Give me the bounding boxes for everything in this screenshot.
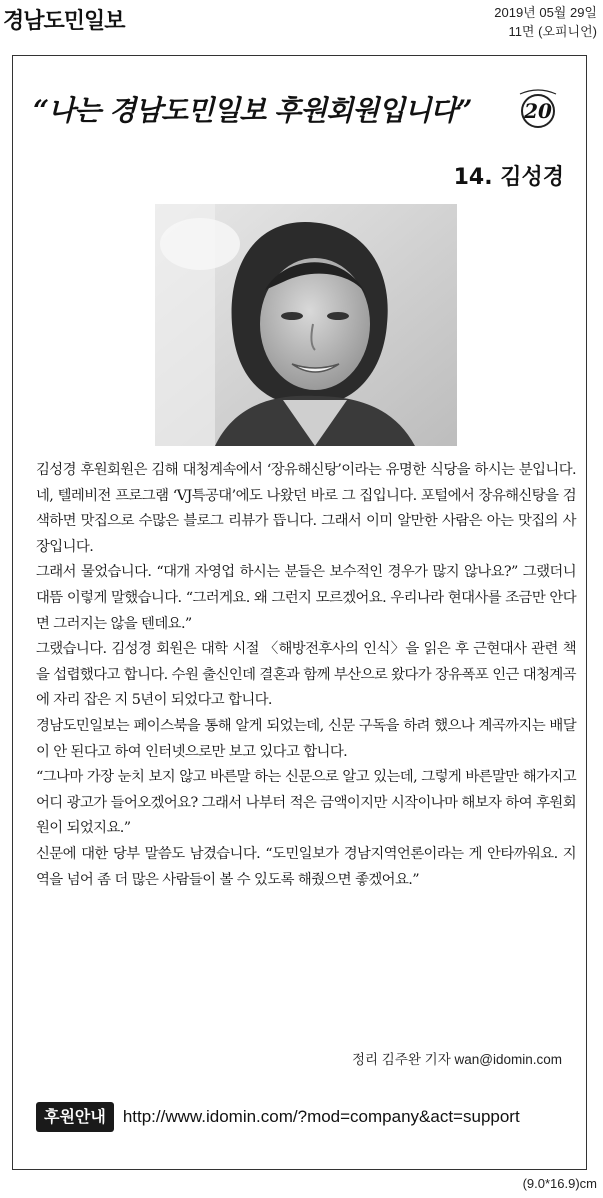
article-paragraph: 김성경 후원회원은 김해 대청계속에서 ‘장유해신탕’이라는 유명한 식당을 하시는 분입니다. 네, 텔레비전 프로그램 ‘VJ특공대’에도 나왔던 바로 그 집입니다. 포털에서 장유해신탕을 검색하면 맛집으로 수많은 블로그 리뷰가 뜹니다. 그래서 이미 알만한 사람은 아는 맛집의 사장입니다.	[36, 462, 576, 555]
portrait-photo-icon	[155, 204, 457, 446]
anniversary-emblem	[515, 84, 561, 130]
article-paragraph: “그나마 가장 눈치 보지 않고 바른말 하는 신문으로 알고 있는데, 그렇게 바른말만 해가지고 어디 광고가 들어오겠어요? 그래서 나부터 적은 금액이지만 시작이나마 해보자 하여 후원회원이 되었지요.”	[36, 769, 576, 837]
article-credit: 정리 김주완 기자 wan@idomin.com	[351, 1052, 562, 1067]
emblem-number: 20	[524, 99, 552, 123]
support-info	[36, 1101, 520, 1133]
page-section: 11면 (오피니언)	[508, 24, 597, 39]
member-photo	[155, 204, 457, 446]
emblem-icon	[515, 84, 561, 130]
member-name: 14. 김성경	[453, 165, 564, 190]
article-frame	[12, 55, 587, 1170]
support-badge: 후원안내	[36, 1102, 114, 1132]
newspaper-name: 경남도민일보	[3, 9, 125, 34]
masthead	[0, 0, 603, 44]
article-paragraph: 그래서 물었습니다. “대개 자영업 하시는 분들은 보수적인 경우가 많지 않나요?” 그랬더니 대뜸 이렇게 말했습니다. “그러게요. 왜 그런지 모르겠어요. 우리나라 현대사를 조금만 안다면 그러지는 않을 텐데요.”	[36, 564, 576, 632]
article-paragraph: 신문에 대한 당부 말씀도 남겼습니다. “도민일보가 경남지역언론이라는 게 안타까워요. 지역을 넘어 좀 더 많은 사람들이 볼 수 있도록 해줬으면 좋겠어요.”	[36, 845, 576, 888]
article-size-note: (9.0*16.9)cm	[522, 1176, 597, 1191]
publication-date: 2019년 05월 29일	[494, 5, 597, 20]
article-headline: “나는 경남도민일보 후원회원입니다”	[33, 93, 472, 127]
support-link[interactable]: http://www.idomin.com/?mod=company&act=support	[122, 1107, 520, 1126]
article-body	[36, 458, 576, 893]
article-paragraph: 그랬습니다. 김성경 회원은 대학 시절 〈해방전후사의 인식〉을 읽은 후 근현대사 관련 책을 섭렵했다고 합니다. 수원 출신인데 결혼과 함께 부산으로 왔다가 장유폭포 인근 대청계곡에 자리 잡은 지 5년이 되었다고 합니다.	[36, 641, 576, 709]
article-paragraph: 경남도민일보는 페이스북을 통해 알게 되었는데, 신문 구독을 하려 했으나 계곡까지는 배달이 안 된다고 하여 인터넷으로만 보고 있다고 합니다.	[36, 717, 576, 760]
